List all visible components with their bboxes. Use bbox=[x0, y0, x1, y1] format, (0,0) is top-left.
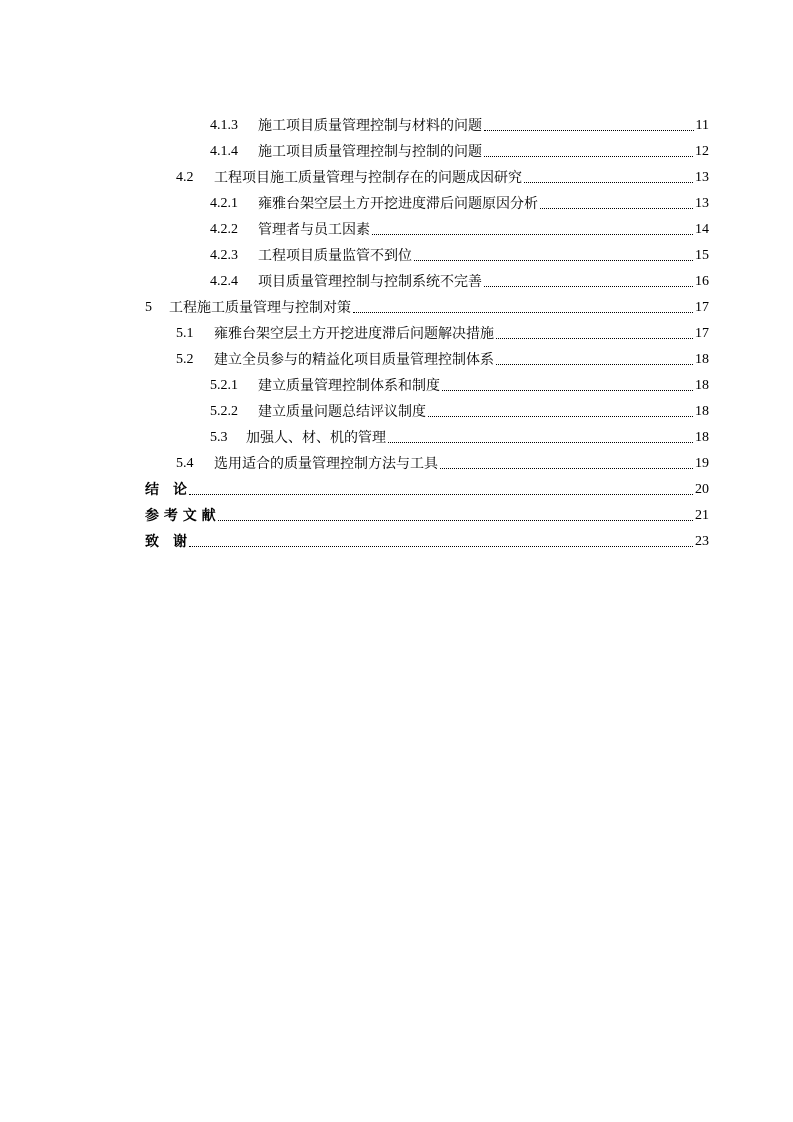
toc-entry-conclusion[interactable] bbox=[145, 477, 709, 499]
toc-entry-title: 建立全员参与的精益化项目质量管理控制体系 bbox=[214, 352, 494, 368]
toc-entry-number: 5.2 bbox=[176, 352, 194, 367]
toc-leader-dots bbox=[189, 545, 693, 547]
toc-entry-4-2[interactable] bbox=[176, 165, 709, 187]
toc-entry-number: 5 bbox=[145, 300, 152, 315]
toc-entry-title: 致 谢 bbox=[145, 534, 187, 550]
toc-leader-dots bbox=[524, 181, 693, 183]
toc-entry-title: 管理者与员工因素 bbox=[258, 222, 370, 238]
toc-leader-dots bbox=[440, 467, 693, 469]
toc-entry-title: 建立质量管理控制体系和制度 bbox=[258, 378, 440, 394]
toc-entry-title: 参 考 文 献 bbox=[145, 508, 216, 524]
toc-leader-dots bbox=[484, 129, 694, 131]
toc-entry-number: 4.1.3 bbox=[210, 118, 238, 133]
toc-entry-title: 施工项目质量管理控制与控制的问题 bbox=[258, 144, 482, 160]
toc-entry-title: 雍雅台架空层土方开挖进度滞后问题解决措施 bbox=[214, 326, 494, 342]
toc-entry-title: 工程施工质量管理与控制对策 bbox=[169, 300, 351, 316]
toc-entry-page: 18 bbox=[695, 378, 709, 393]
toc-entry-references[interactable] bbox=[145, 503, 709, 525]
toc-leader-dots bbox=[496, 363, 693, 365]
toc-entry-page: 16 bbox=[695, 274, 709, 289]
toc-entry-5-1[interactable] bbox=[176, 321, 709, 343]
toc-entry-number: 5.1 bbox=[176, 326, 194, 341]
toc-leader-dots bbox=[218, 519, 693, 521]
toc-entry-page: 15 bbox=[695, 248, 709, 263]
toc-entry-page: 18 bbox=[695, 430, 709, 445]
toc-entry-5[interactable] bbox=[145, 295, 709, 317]
toc-leader-dots bbox=[388, 441, 693, 443]
toc-entry-number: 4.2.3 bbox=[210, 248, 238, 263]
toc-leader-dots bbox=[496, 337, 693, 339]
toc-entry-page: 17 bbox=[695, 300, 709, 315]
toc-entry-5-4[interactable] bbox=[176, 451, 709, 473]
toc-entry-4-2-4[interactable] bbox=[210, 269, 709, 291]
toc-leader-dots bbox=[414, 259, 693, 261]
toc-entry-number: 4.1.4 bbox=[210, 144, 238, 159]
toc-entry-title: 工程项目质量监管不到位 bbox=[258, 248, 412, 264]
toc-entry-number: 4.2.4 bbox=[210, 274, 238, 289]
toc-entry-page: 12 bbox=[695, 144, 709, 159]
toc-entry-4-2-2[interactable] bbox=[210, 217, 709, 239]
toc-entry-number: 4.2 bbox=[176, 170, 194, 185]
toc-leader-dots bbox=[484, 285, 693, 287]
toc-leader-dots bbox=[428, 415, 693, 417]
toc-entry-5-2[interactable] bbox=[176, 347, 709, 369]
toc-entry-title: 施工项目质量管理控制与材料的问题 bbox=[258, 118, 482, 134]
toc-entry-number: 5.2.1 bbox=[210, 378, 238, 393]
toc-entry-page: 20 bbox=[695, 482, 709, 497]
toc-entry-4-1-3[interactable] bbox=[210, 113, 709, 135]
toc-entry-acknowledgements[interactable] bbox=[145, 529, 709, 551]
toc-entry-title: 雍雅台架空层土方开挖进度滞后问题原因分析 bbox=[258, 196, 538, 212]
toc-entry-page: 23 bbox=[695, 534, 709, 549]
toc-entry-number: 5.3 bbox=[210, 430, 228, 445]
toc-entry-number: 5.4 bbox=[176, 456, 194, 471]
toc-entry-5-2-1[interactable] bbox=[210, 373, 709, 395]
toc-leader-dots bbox=[353, 311, 693, 313]
toc-leader-dots bbox=[372, 233, 693, 235]
toc-entry-4-2-1[interactable] bbox=[210, 191, 709, 213]
toc-entry-title: 工程项目施工质量管理与控制存在的问题成因研究 bbox=[214, 170, 522, 186]
toc-entry-4-1-4[interactable] bbox=[210, 139, 709, 161]
toc-entry-title: 选用适合的质量管理控制方法与工具 bbox=[214, 456, 438, 472]
toc-leader-dots bbox=[189, 493, 693, 495]
toc-entry-page: 11 bbox=[695, 118, 709, 133]
toc-entry-page: 17 bbox=[695, 326, 709, 341]
toc-entry-number: 4.2.1 bbox=[210, 196, 238, 211]
toc-entry-page: 18 bbox=[695, 404, 709, 419]
toc-entry-title: 建立质量问题总结评议制度 bbox=[258, 404, 426, 420]
toc-entry-5-3[interactable] bbox=[210, 425, 709, 447]
toc-entry-number: 4.2.2 bbox=[210, 222, 238, 237]
toc-leader-dots bbox=[442, 389, 693, 391]
toc-entry-number: 5.2.2 bbox=[210, 404, 238, 419]
toc-entry-page: 19 bbox=[695, 456, 709, 471]
toc-entry-title: 结 论 bbox=[145, 482, 187, 498]
toc-leader-dots bbox=[484, 155, 693, 157]
toc-entry-5-2-2[interactable] bbox=[210, 399, 709, 421]
toc-entry-page: 13 bbox=[695, 196, 709, 211]
toc-entry-page: 14 bbox=[695, 222, 709, 237]
toc-entry-title: 加强人、材、机的管理 bbox=[246, 430, 386, 446]
toc-entry-page: 21 bbox=[695, 508, 709, 523]
toc-entry-page: 18 bbox=[695, 352, 709, 367]
toc-entry-title: 项目质量管理控制与控制系统不完善 bbox=[258, 274, 482, 290]
toc-entry-4-2-3[interactable] bbox=[210, 243, 709, 265]
toc-entry-page: 13 bbox=[695, 170, 709, 185]
toc-leader-dots bbox=[540, 207, 693, 209]
